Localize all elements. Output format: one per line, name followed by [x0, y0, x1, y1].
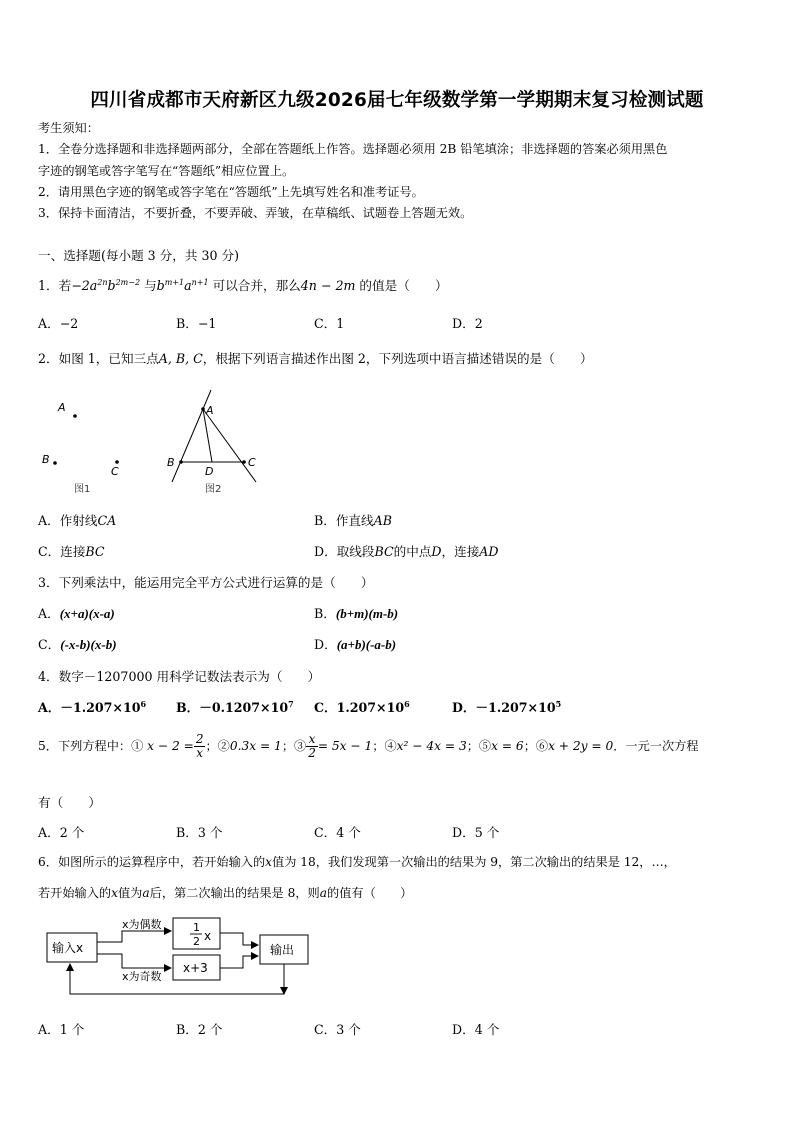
- q2-points: A, B, C: [158, 351, 203, 366]
- q1-option-c[interactable]: C．1: [314, 316, 345, 331]
- question-5: [38, 733, 699, 760]
- q4-option-d-exp: 5: [555, 698, 562, 709]
- q3-option-b-label: B．: [314, 606, 336, 621]
- q6-l1a: 6．如图所示的运算程序中，若开始输入的: [38, 855, 266, 869]
- question-6-line-2: [38, 884, 412, 901]
- fig1-point-c: [115, 460, 119, 464]
- q5-eq1-fraction: [194, 733, 206, 760]
- q5-sep2: ；③: [281, 739, 307, 753]
- q6-l2x: x: [111, 886, 118, 900]
- q4-option-a-exp: 6: [140, 698, 147, 709]
- q5-eq6: x + 2y = 0: [548, 739, 614, 753]
- fig2-caption: 图2: [205, 484, 222, 495]
- flow-arrow-even: [97, 931, 171, 942]
- q3-option-b[interactable]: [314, 603, 398, 622]
- q2-option-a-text: A．作射线: [38, 513, 98, 528]
- q5-option-b[interactable]: B．3 个: [176, 825, 223, 840]
- flow-even-label: x为偶数: [122, 918, 162, 931]
- q5-eq5: x = 6: [491, 739, 524, 753]
- q6-option-b[interactable]: B．2 个: [176, 1022, 223, 1037]
- q2-option-d-text: D．取线段: [314, 544, 375, 559]
- fig2-label-c: C: [248, 456, 256, 469]
- q3-option-b-expr: (b+m)(m-b): [335, 606, 399, 621]
- q6-option-c[interactable]: C．3 个: [314, 1022, 361, 1037]
- q5-eq3-fraction: [306, 733, 318, 760]
- q2-option-c-math: BC: [85, 544, 105, 559]
- section-heading: 一、选择题(每小题 3 分，共 30 分): [38, 248, 240, 263]
- q2-option-d-math2: D: [431, 544, 442, 559]
- q1-term1: −2a: [71, 278, 98, 293]
- q5-eq2: 0.3x = 1: [229, 739, 282, 753]
- q1-end: 的值是（ ）: [359, 278, 448, 293]
- fig2-label-b: B: [167, 456, 175, 469]
- q5-eq1-num: 2: [195, 732, 204, 746]
- q3-option-d[interactable]: [314, 634, 396, 653]
- flow-input-label: 输入x: [52, 941, 84, 955]
- q3-option-d-label: D．: [314, 637, 337, 652]
- fig2-point-b: [179, 460, 183, 464]
- q1-exp1: 2n: [97, 277, 108, 287]
- q2-option-c[interactable]: [38, 541, 105, 560]
- q4-option-d-text: D．－1.207×10: [452, 700, 556, 715]
- q2-option-b-math: AB: [373, 513, 392, 528]
- fig2-label-a: A: [206, 404, 214, 417]
- q4-option-c[interactable]: [314, 697, 410, 716]
- q5-eq4: x² − 4x = 3: [396, 739, 467, 753]
- notice-line-1b: 字迹的钢笔或答字笔写在“答题纸”相应位置上。: [38, 164, 295, 178]
- flowchart: [38, 912, 338, 1004]
- q4-option-c-exp: 6: [404, 698, 410, 709]
- q5-option-d[interactable]: D．5 个: [452, 825, 500, 840]
- figure-1: [38, 395, 148, 500]
- flow-arrow-odd: [97, 954, 171, 968]
- q2-option-d[interactable]: [314, 541, 498, 560]
- page-title: 四川省成都市天府新区九级2026届七年级数学第一学期期末复习检测试题: [90, 90, 704, 111]
- q2-option-b[interactable]: [314, 510, 392, 529]
- q1-option-b[interactable]: B．−1: [176, 316, 217, 331]
- q5-eq3-den: 2: [308, 746, 316, 760]
- q6-l2a2: a: [319, 886, 328, 900]
- q2-option-d-text3: ，连接: [441, 544, 480, 559]
- fig1-point-b: [53, 461, 57, 465]
- q3-option-c-expr: (-x-b)(x-b): [60, 637, 117, 652]
- q1-option-a[interactable]: A．−2: [38, 316, 79, 331]
- q6-option-d[interactable]: D．4 个: [452, 1022, 500, 1037]
- q5-post: ．一元一次方程: [613, 739, 699, 753]
- q6-l2c: 后，第二次输出的结果是 8，则: [149, 886, 320, 900]
- fig2-point-c: [242, 460, 246, 464]
- q4-option-d[interactable]: [452, 697, 561, 716]
- q6-option-a[interactable]: A．1 个: [38, 1022, 85, 1037]
- question-6-line-1: [38, 853, 676, 870]
- q3-option-a-expr: (x+a)(x-a): [59, 606, 115, 621]
- q3-option-c[interactable]: [38, 634, 117, 653]
- q1-exp2: 2m−2: [115, 277, 141, 287]
- q4-option-a[interactable]: [38, 697, 146, 716]
- q5-eq3-right: = 5x − 1: [317, 739, 373, 753]
- q1-mid: 与: [144, 278, 157, 293]
- q4-option-b-text: B．－0.1207×10: [176, 700, 289, 715]
- q1-expr: 4n − 2m: [300, 278, 356, 293]
- q5-sep5: ；⑥: [523, 739, 549, 753]
- q2-pre: 2．如图 1，已知三点: [38, 351, 159, 366]
- q4-option-b-exp: 7: [288, 698, 294, 709]
- q5-option-a[interactable]: A．2 个: [38, 825, 85, 840]
- q4-option-c-text: C．1.207×10: [314, 700, 405, 715]
- q1-exp3: m+1: [164, 277, 185, 287]
- q3-option-d-expr: (a+b)(-a-b): [336, 637, 397, 652]
- q3-option-a[interactable]: [38, 603, 115, 622]
- q3-option-c-label: C．: [38, 637, 61, 652]
- q2-option-d-math3: AD: [479, 544, 499, 559]
- flow-half-x: x: [204, 929, 212, 943]
- q6-l2a: 若开始输入的: [38, 886, 112, 900]
- question-4: 4．数字－1207000 用科学记数法表示为（ ）: [38, 669, 321, 684]
- q4-option-b[interactable]: [176, 697, 294, 716]
- q5-eq3-num: x: [306, 733, 318, 747]
- q1-term3: b: [156, 278, 165, 293]
- fig1-caption: 图1: [74, 484, 91, 495]
- q5-sep3: ；④: [372, 739, 397, 753]
- q4-option-a-text: A．－1.207×10: [38, 700, 141, 715]
- flow-arrow-plus3-out: [220, 956, 258, 968]
- figure-2: [160, 384, 265, 500]
- fig1-label-b: B: [42, 453, 50, 466]
- question-1: [38, 275, 448, 294]
- flow-plus3-label: x+3: [183, 961, 208, 975]
- q2-option-c-text: C．连接: [38, 544, 86, 559]
- notice-line-2: 2．请用黑色字迹的钢笔或答字笔在“答题纸”上先填写姓名和准考证号。: [38, 185, 424, 199]
- question-5-continued: 有（ ）: [38, 795, 101, 810]
- fig1-point-a: [73, 414, 77, 418]
- q6-l2d: 的值有（ ）: [327, 886, 413, 900]
- q5-eq1-den: x: [196, 746, 204, 760]
- q5-option-c[interactable]: C．4 个: [314, 825, 361, 840]
- flow-arrow-loop: [70, 964, 284, 994]
- question-2: [38, 348, 593, 367]
- q5-pre: 5．下列方程中：①: [38, 739, 144, 753]
- q6-l1x: x: [265, 855, 273, 869]
- q1-term4: a: [184, 278, 192, 293]
- question-3: 3．下列乘法中，能运用完全平方公式进行运算的是（ ）: [38, 575, 374, 590]
- q6-l1b: 值为 18，我们发现第一次输出的结果为 9，第二次输出的结果是 12，…，: [272, 855, 676, 869]
- q2-option-b-text: B．作直线: [314, 513, 374, 528]
- notice-line-1a: 1．全卷分选择题和非选择题两部分，全部在答题纸上作答。选择题必须用 2B 铅笔填涂；非选择题的答案必须用黑色: [38, 142, 668, 156]
- q2-option-a[interactable]: [38, 510, 116, 529]
- q2-option-a-math: CA: [97, 513, 117, 528]
- flow-arrow-half-out: [220, 933, 258, 945]
- notice-line-3: 3．保持卡面清洁，不要折叠，不要弄破、弄皱，在草稿纸、试题卷上答题无效。: [38, 206, 473, 220]
- notice-heading: 考生须知：: [38, 121, 99, 135]
- q2-option-d-math1: BC: [374, 544, 394, 559]
- flow-odd-label: x为奇数: [122, 970, 162, 983]
- q2-option-d-text2: 的中点: [393, 544, 432, 559]
- q1-num: 1．若: [38, 278, 72, 293]
- fig1-label-c: C: [111, 465, 119, 478]
- q3-option-a-label: A．: [38, 606, 60, 621]
- q1-option-d[interactable]: D．2: [452, 316, 483, 331]
- q6-l2aa: a: [142, 886, 150, 900]
- flow-output-label: 输出: [270, 943, 295, 957]
- flow-half-num: 1: [193, 921, 200, 934]
- q1-exp4: n+1: [191, 277, 209, 287]
- q1-mid2: 可以合并，那么: [212, 278, 301, 293]
- q6-l2b: 值为: [118, 886, 143, 900]
- q5-eq1-left: x − 2 =: [147, 739, 194, 753]
- q2-post: ，根据下列语言描述作出图 2，下列选项中语言描述错误的是（ ）: [202, 351, 593, 366]
- q5-sep4: ；⑤: [466, 739, 492, 753]
- fig1-label-a: A: [58, 401, 66, 414]
- flow-half-den: 2: [193, 935, 200, 948]
- q1-term2: b: [107, 278, 116, 293]
- fig2-point-a: [201, 407, 205, 411]
- q5-sep1: ；②: [205, 739, 230, 753]
- fig2-label-d: D: [205, 465, 214, 478]
